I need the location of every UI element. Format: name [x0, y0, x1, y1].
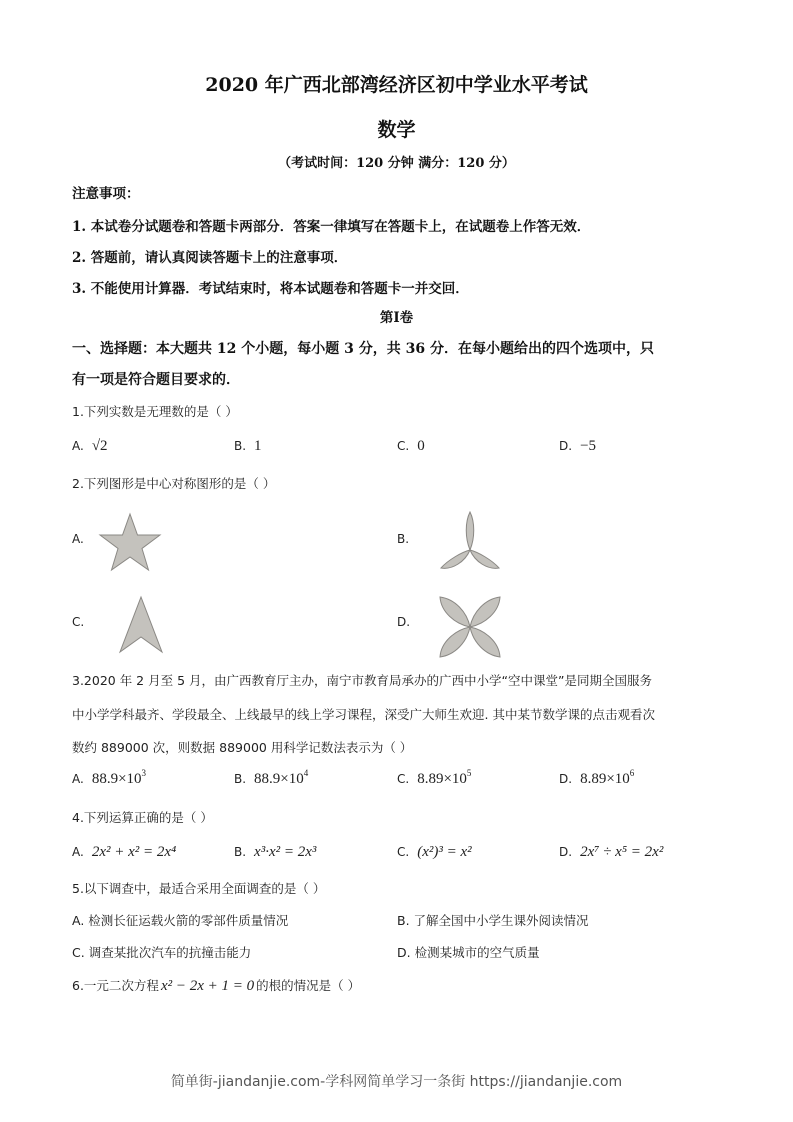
option-label: C.: [397, 845, 410, 859]
question-5-option-b[interactable]: [397, 911, 589, 929]
notice-item-2: 2. 答题前，请认真阅读答题卡上的注意事项．: [72, 250, 348, 266]
option-value: 1: [254, 438, 262, 454]
option-label: C.: [397, 439, 410, 453]
option-value: 0: [417, 438, 425, 454]
option-value: 检测长征运载火箭的零部件质量情况: [88, 913, 289, 928]
question-1-option-d[interactable]: [559, 438, 596, 455]
question-5-option-c[interactable]: [72, 943, 251, 961]
exam-timing: （考试时间：120 分钟 满分：120 分）: [278, 156, 515, 171]
section-instructions-line2: 有一项是符合题目要求的．: [72, 372, 240, 388]
notice-item-1: 1. 本试卷分试题卷和答题卡两部分．答案一律填写在答题卡上，在试题卷上作答无效．: [72, 219, 591, 235]
question-4-option-d[interactable]: [559, 844, 663, 861]
option-exponent: 4: [303, 768, 309, 778]
option-mantissa: 8.89×10: [417, 771, 467, 787]
question-5-option-d[interactable]: [397, 943, 540, 961]
arrowhead-shape-icon: [118, 595, 164, 657]
notice-heading: 注意事项：: [72, 186, 140, 202]
volume-title: 第Ⅰ卷: [379, 310, 414, 326]
option-value: [580, 768, 635, 787]
option-label: D.: [397, 945, 411, 960]
option-value: 2x² + x² = 2x⁴: [91, 844, 177, 860]
question-5-stem: 5.以下调查中，最适合采用全面调查的是（ ）: [72, 881, 326, 896]
option-mantissa: 8.89×10: [580, 771, 630, 787]
option-value: [91, 768, 147, 787]
option-exponent: 3: [141, 768, 147, 778]
option-label: D.: [559, 772, 573, 786]
option-value: 了解全国中小学生课外阅读情况: [413, 913, 589, 928]
option-label: C.: [72, 945, 85, 960]
question-2-option-c-label[interactable]: C.: [72, 615, 85, 629]
option-label: B.: [234, 845, 247, 859]
question-3-option-b[interactable]: [234, 768, 309, 788]
option-value: (x²)³ = x²: [417, 844, 472, 860]
option-label: B.: [397, 913, 410, 928]
exam-subject: 数学: [377, 119, 416, 141]
notice-item-3: 3. 不能使用计算器．考试结束时，将本试题卷和答题卡一并交回．: [72, 281, 469, 297]
question-3-option-c[interactable]: [397, 768, 472, 788]
option-label: A.: [72, 772, 84, 786]
option-label: D.: [559, 439, 573, 453]
question-4-option-c[interactable]: [397, 844, 472, 861]
option-label: A.: [72, 439, 84, 453]
four-petal-shape-icon: [437, 594, 503, 660]
question-4-stem: 4.下列运算正确的是（ ）: [72, 810, 213, 825]
option-exponent: 6: [629, 768, 635, 778]
option-value: x³·x² = 2x³: [254, 844, 317, 860]
question-3-stem-line3: 数约 889000 次，则数据 889000 用科学记数法表示为（ ）: [72, 740, 413, 755]
option-label: A.: [72, 913, 85, 928]
option-label: C.: [397, 772, 410, 786]
option-label: D.: [559, 845, 573, 859]
option-value: [254, 768, 309, 787]
question-3-option-a[interactable]: [72, 768, 147, 788]
question-3-stem-line1: 3.2020 年 2 月至 5 月，由广西教育厅主办，南宁市教育局承办的广西中小学“空中课堂”是同期全国服务: [72, 673, 652, 688]
option-label: A.: [72, 845, 84, 859]
option-value: −5: [580, 438, 597, 454]
question-6-prefix: 6.一元二次方程: [72, 978, 159, 993]
option-label: B.: [234, 439, 247, 453]
three-petal-shape-icon: [438, 510, 502, 572]
question-4-option-b[interactable]: [234, 844, 316, 861]
question-4-option-a[interactable]: [72, 844, 176, 861]
question-6-stem: [72, 976, 360, 995]
question-3-stem-line2: 中小学学科最齐、学段最全、上线最早的线上学习课程，深受广大师生欢迎. 其中某节数学课的点击观看次: [72, 707, 655, 722]
option-label: B.: [234, 772, 247, 786]
question-2-option-b-label[interactable]: B.: [397, 532, 410, 546]
question-6-equation: x² − 2x + 1 = 0: [160, 978, 255, 994]
option-value: 调查某批次汽车的抗撞击能力: [88, 945, 252, 960]
question-1-option-a[interactable]: [72, 438, 108, 455]
option-exponent: 5: [466, 768, 472, 778]
question-1-option-b[interactable]: [234, 438, 262, 455]
footer-watermark: 简单街-jiandanjie.com-学科网简单学习一条街 https://jiandanjie.com: [170, 1074, 623, 1090]
question-3-option-d[interactable]: [559, 768, 635, 788]
option-value: √2: [91, 438, 108, 454]
option-mantissa: 88.9×10: [254, 771, 304, 787]
question-1-option-c[interactable]: [397, 438, 425, 455]
question-6-suffix: 的根的情况是（ ）: [256, 978, 361, 993]
option-value: [417, 768, 472, 787]
question-2-stem: 2.下列图形是中心对称图形的是（ ）: [72, 476, 276, 491]
question-2-option-a-label[interactable]: A.: [72, 532, 84, 546]
section-instructions-line1: 一、选择题：本大题共 12 个小题，每小题 3 分，共 36 分．在每小题给出的四个选项中，只: [72, 341, 654, 357]
question-5-option-a[interactable]: [72, 911, 288, 929]
option-mantissa: 88.9×10: [91, 771, 142, 787]
star-shape-icon: [98, 512, 162, 574]
question-2-option-d-label[interactable]: D.: [397, 615, 411, 629]
option-value: 2x⁷ ÷ x⁵ = 2x²: [580, 844, 664, 860]
option-value: 检测某城市的空气质量: [414, 945, 540, 960]
question-1-stem: 1.下列实数是无理数的是（ ）: [72, 404, 238, 419]
exam-title: 2020 年广西北部湾经济区初中学业水平考试: [205, 74, 588, 96]
